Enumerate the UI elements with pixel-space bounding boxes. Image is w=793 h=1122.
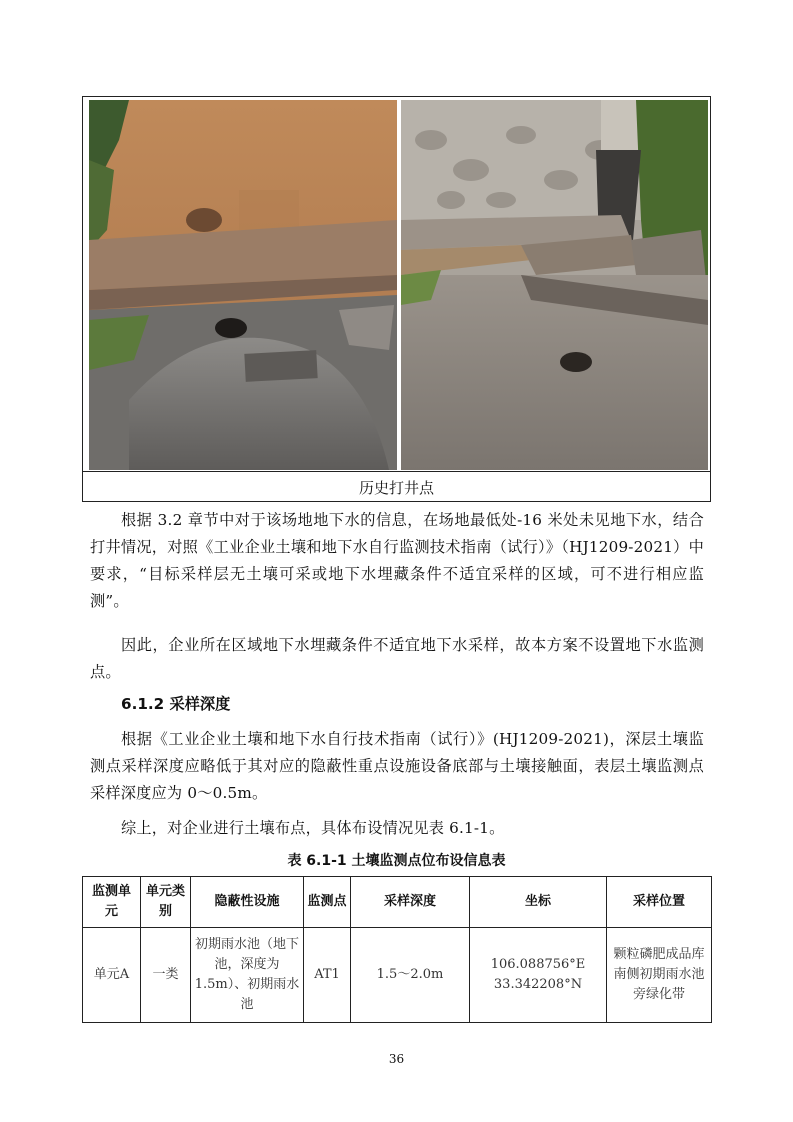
cell-category: 一类 — [141, 928, 191, 1023]
paragraph-sampling-depth: 根据《工业企业土壤和地下水自行技术指南（试行）》(HJ1209-2021)，深层土壤监测点采样深度应略低于其对应的隐蔽性重点设施设备底部与土壤接触面，表层土壤监测点采样深度应为 0～0.5m。 — [90, 730, 704, 802]
cell-location: 颗粒磷肥成品库南侧初期雨水池旁绿化带 — [607, 928, 712, 1023]
cell-point: AT1 — [304, 928, 351, 1023]
photo-right-well-site — [401, 100, 708, 470]
header-unit: 监测单元 — [83, 877, 141, 928]
cell-unit: 单元A — [83, 928, 141, 1023]
table-header-row — [83, 877, 712, 928]
header-point: 监测点 — [304, 877, 351, 928]
paragraph-groundwater-info: 根据 3.2 章节中对于该场地地下水的信息，在场地最低处-16 米处未见地下水，结合打井情况，对照《工业企业土壤和地下水自行监测技术指南（试行）》（HJ1209-2021）中要求，“目标采样层无土壤可采或地下水埋藏条件不适宜采样的区域，可不进行相应监测”。 — [90, 511, 704, 610]
section-heading: 6.1.2 采样深度 — [121, 695, 231, 713]
header-facility: 隐蔽性设施 — [191, 877, 304, 928]
coordinate-north: 33.342208°N — [493, 977, 583, 992]
paragraph-summary: 综上，对企业进行土壤布点，具体布设情况见表 6.1-1。 — [121, 819, 505, 837]
header-location: 采样位置 — [607, 877, 712, 928]
header-depth: 采样深度 — [351, 877, 470, 928]
page-number: 36 — [388, 1052, 405, 1066]
cell-coordinate — [470, 928, 607, 1023]
header-category: 单元类别 — [141, 877, 191, 928]
monitoring-points-table — [82, 876, 712, 1023]
figure-frame — [82, 96, 711, 502]
paragraph-conclusion: 因此，企业所在区域地下水埋藏条件不适宜地下水采样，故本方案不设置地下水监测点。 — [90, 636, 704, 681]
photo-left-well-site — [89, 100, 397, 470]
cell-facility: 初期雨水池（地下池，深度为1.5m）、初期雨水池 — [191, 928, 304, 1023]
table-title: 表 6.1-1 土壤监测点位布设信息表 — [287, 853, 506, 869]
coordinate-east: 106.088756°E — [490, 957, 586, 972]
header-coordinate: 坐标 — [470, 877, 607, 928]
cell-depth: 1.5～2.0m — [351, 928, 470, 1023]
table-row — [83, 928, 712, 1023]
figure-caption: 历史打井点 — [83, 471, 710, 503]
